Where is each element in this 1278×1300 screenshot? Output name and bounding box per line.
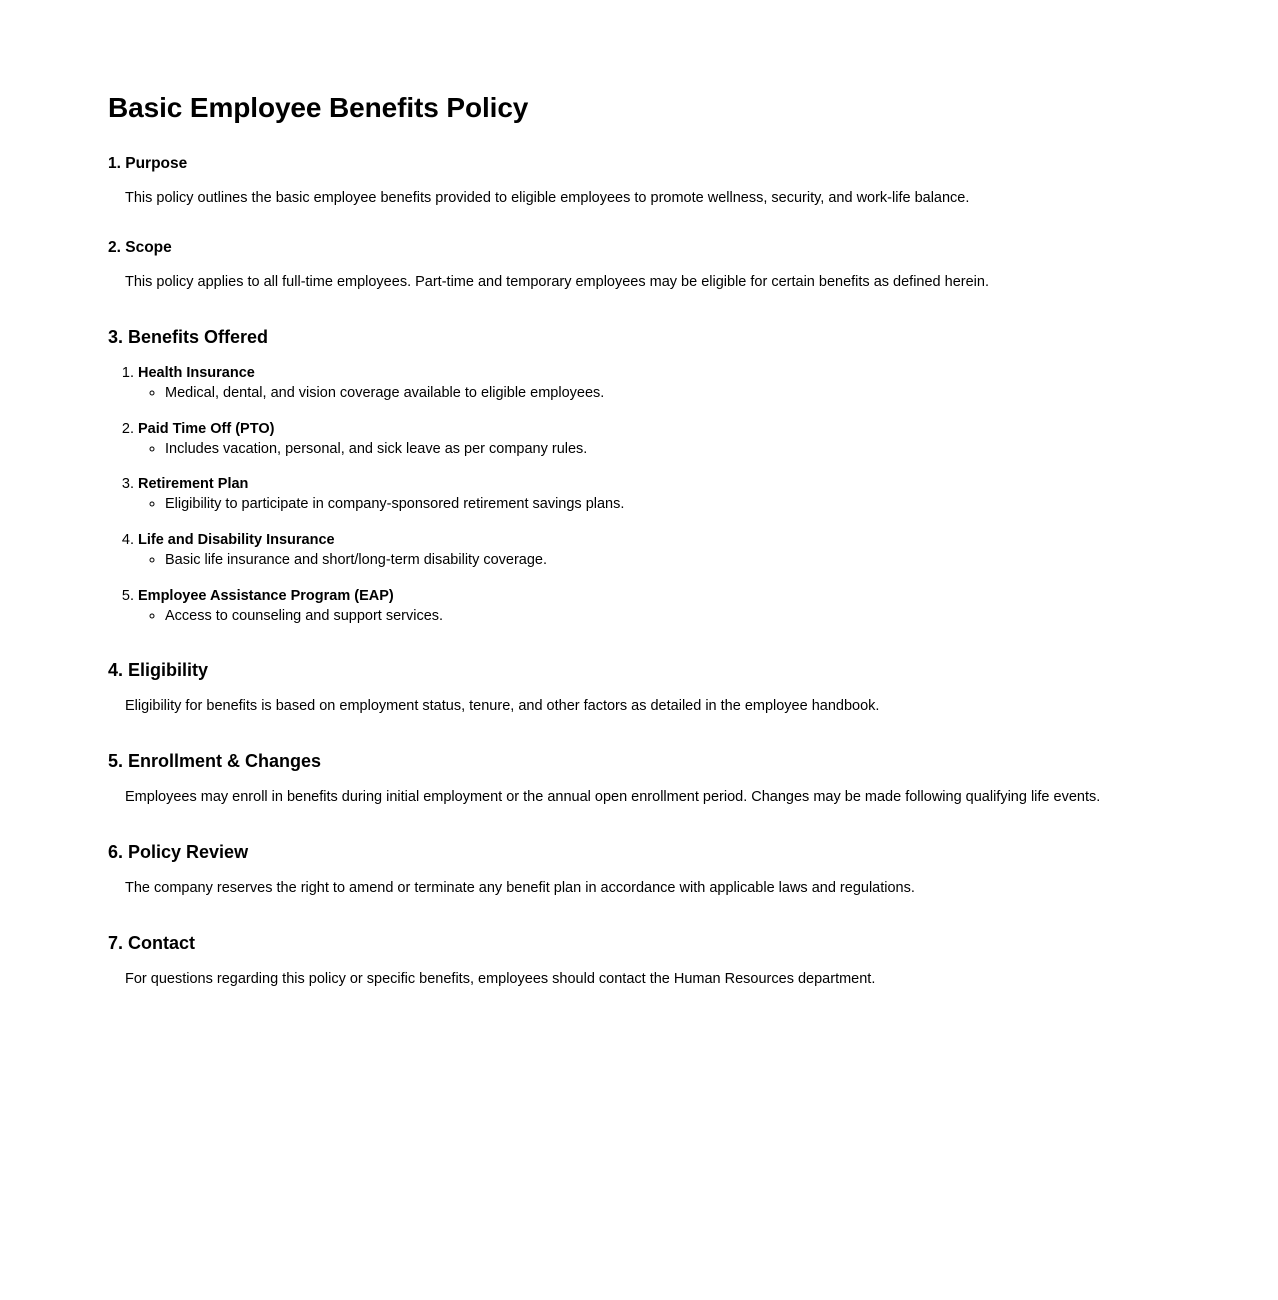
section-body-eligibility: Eligibility for benefits is based on employment status, tenure, and other factors as detailed in the employee handbook. <box>125 698 880 715</box>
section-heading-enrollment-changes: 5. Enrollment & Changes <box>108 750 322 771</box>
benefit-detail-list <box>138 495 1178 514</box>
section-scope <box>108 239 1178 292</box>
section-body-policy-review: The company reserves the right to amend or terminate any benefit plan in accordance with applicable laws and regulations. <box>125 880 915 897</box>
benefit-detail: ◦ Includes vacation, personal, and sick leave as per company rules. <box>165 440 1178 459</box>
section-heading-contact: 7. Contact <box>108 932 196 953</box>
section-eligibility <box>108 660 1178 717</box>
benefit-detail-list <box>138 440 1178 459</box>
benefit-detail-list <box>138 384 1178 403</box>
benefit-detail: ◦ Access to counseling and support services. <box>165 607 1178 626</box>
benefit-detail: ◦ Medical, dental, and vision coverage available to eligible employees. <box>165 384 1178 403</box>
section-benefits-offered <box>108 327 1178 626</box>
list-item <box>138 531 1178 570</box>
benefit-detail-list <box>138 607 1178 626</box>
section-purpose <box>108 155 1178 208</box>
list-item <box>138 587 1178 626</box>
list-item <box>138 364 1178 403</box>
benefit-name: 3. Retirement Plan <box>138 476 249 493</box>
benefit-name: 4. Life and Disability Insurance <box>138 532 335 549</box>
section-heading-benefits-offered: 3. Benefits Offered <box>108 326 269 347</box>
section-body-enrollment-changes: Employees may enroll in benefits during initial employment or the annual open enrollment period. Changes may be made following qualifying life events. <box>125 789 1101 806</box>
section-enrollment-changes <box>108 751 1178 808</box>
section-contact <box>108 933 1178 990</box>
page-title: Basic Employee Benefits Policy <box>108 92 529 123</box>
benefit-detail: ◦ Eligibility to participate in company-sponsored retirement savings plans. <box>165 495 1178 514</box>
section-heading-scope: 2. Scope <box>108 239 172 257</box>
section-heading-policy-review: 6. Policy Review <box>108 841 249 862</box>
section-body-contact: For questions regarding this policy or specific benefits, employees should contact the Human Resources department. <box>125 971 876 988</box>
document-content <box>108 92 1178 990</box>
list-item <box>138 420 1178 459</box>
section-body-purpose: This policy outlines the basic employee benefits provided to eligible employees to promote wellness, security, and work-life balance. <box>125 190 970 207</box>
benefit-name: 2. Paid Time Off (PTO) <box>138 420 275 437</box>
section-policy-review <box>108 842 1178 899</box>
benefit-detail-list <box>138 551 1178 570</box>
benefit-detail: ◦ Basic life insurance and short/long-term disability coverage. <box>165 551 1178 570</box>
section-heading-eligibility: 4. Eligibility <box>108 659 209 680</box>
benefit-name: 1. Health Insurance <box>138 365 255 382</box>
list-item <box>138 475 1178 514</box>
section-heading-purpose: 1. Purpose <box>108 155 188 173</box>
section-body-scope: This policy applies to all full-time employees. Part-time and temporary employees may be eligible for certain benefits as defined herein. <box>125 274 989 291</box>
benefit-name: 5. Employee Assistance Program (EAP) <box>138 587 394 604</box>
benefits-list <box>108 364 1178 625</box>
